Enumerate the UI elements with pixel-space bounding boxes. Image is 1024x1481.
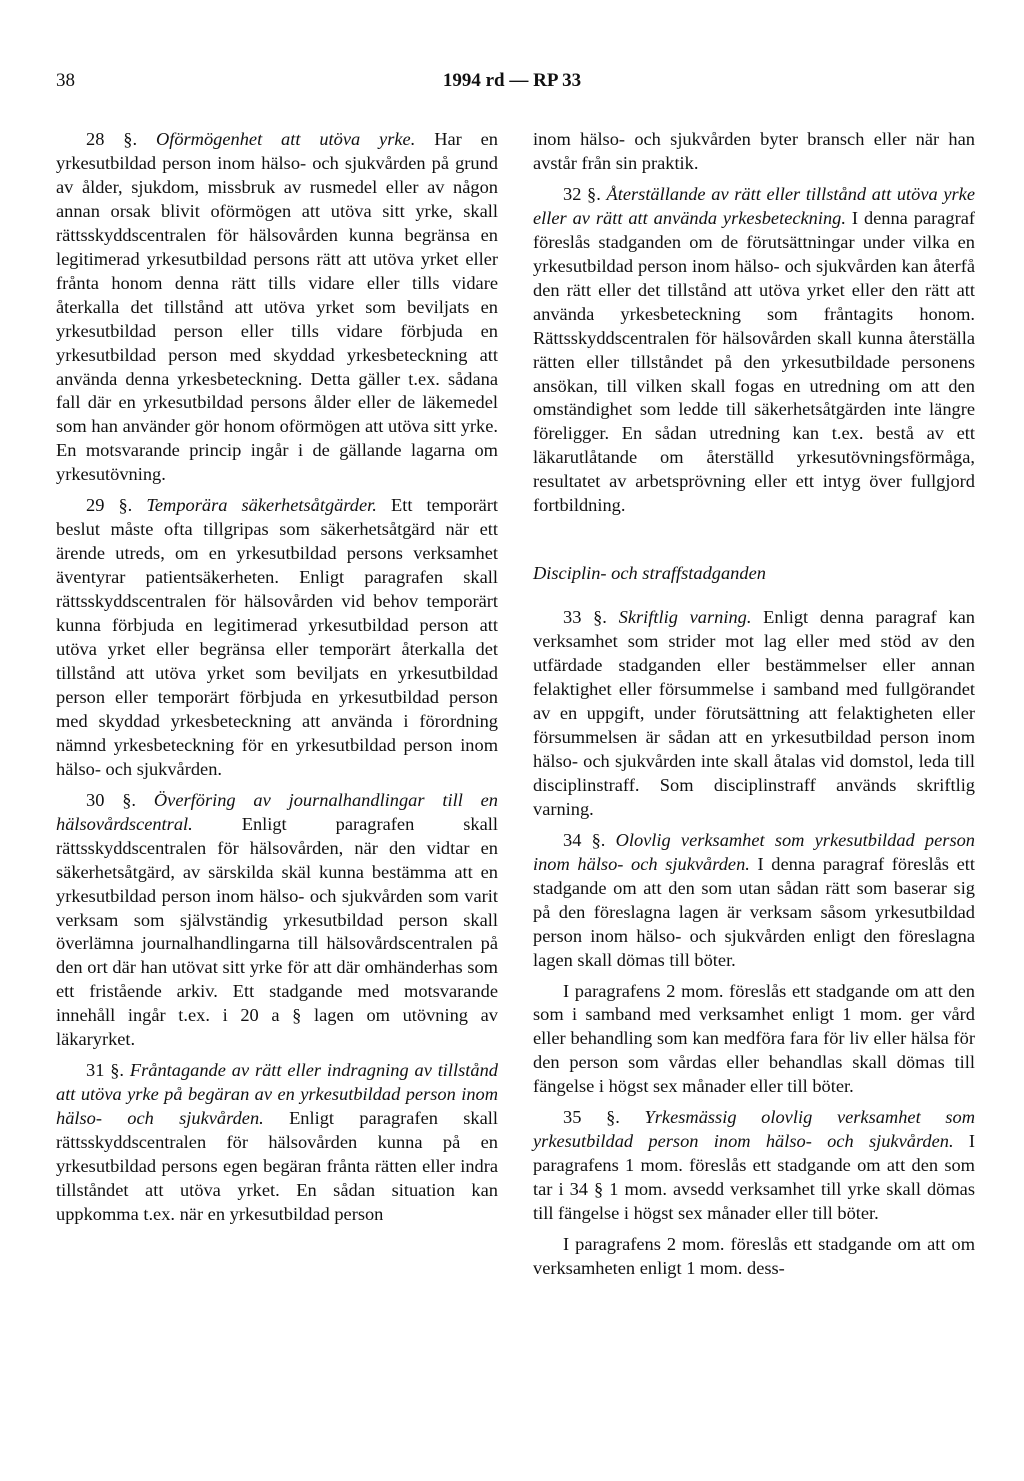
- continuation-text: inom hälso- och sjukvården byter bransch eller när han avstår från sin praktik.: [533, 129, 975, 173]
- left-column: [56, 128, 498, 1227]
- section-number: 28 §.: [86, 129, 138, 149]
- section-text: I paragrafens 1 mom. föreslås ett stadgande om att den som tar i 34 § 1 mom. avsedd verksamhet till yrke skall dömas till fängelse i högst sex månader eller till böter.: [533, 1131, 975, 1224]
- section-number: 32 §.: [563, 183, 601, 204]
- section-text: Enligt paragrafen skall rättsskyddscentralen för hälsovården, när den vidtar en säkerhetsåtgärd, av särskilda skäl kunna bestämma att en yrkesutbildad person inom hälso- och sjukvården som varit verksam som självständig yrkesutbildad person skall överlämna journalhandlingarna till hälsovårdscentralen på den ort där han utövat sitt yrke för att där omhänderhas som ett fristående arkiv. Ett stadgande med motsvarande innehåll ingår t.ex. i 20 a § lagen om utövning av läkaryrket.: [56, 813, 498, 1050]
- section-title: Fråntagande av rätt eller indragning av tillstånd att utöva yrke på begäran av en yrkesutbildad person inom hälso- och sjukvården.: [56, 1060, 498, 1129]
- section-title: Återställande av rätt eller tillstånd att utöva yrke eller av rätt att använda yrkesbeteckning.: [533, 183, 975, 228]
- section-34: [533, 829, 975, 973]
- section-31: [56, 1059, 498, 1227]
- section-text: Ett temporärt beslut måste ofta tillgripas som säkerhetsåtgärd när ett ärende utreds, om en yrkesutbildad persons verksamhet äventyrar patientsäkerheten. Enligt paragrafen skall rättsskyddscentralen för hälsovården vid behov temporärt kunna förbjuda en legitimerad yrkesutbildad person att utöva yrket eller begränsa eller temporärt återkalla det tillstånd att utöva yrket som beviljats en yrkesutbildad person eller temporärt förbjuda en yrkesutbildad person med skyddad yrkesbeteckning att använda i förordning nämnd yrkesbeteckning för en yrkesutbildad person inom hälso- och sjukvården.: [56, 495, 499, 779]
- page-header: [0, 70, 1024, 100]
- right-column: [533, 128, 975, 1281]
- section-number: 29 §.: [86, 495, 133, 516]
- section-title: Yrkesmässig olovlig verksamhet som yrkesutbildad person inom hälso- och sjukvården.: [533, 1107, 975, 1152]
- section-29: [56, 494, 498, 781]
- page-number: 38: [56, 70, 75, 91]
- section-title: Skriftlig varning.: [618, 607, 752, 628]
- section-title: Överföring av journalhandlingar till en hälsovårdscentral.: [56, 789, 499, 834]
- section-35: [533, 1106, 975, 1226]
- section-34-mom-2: I paragrafens 2 mom. föreslås ett stadgande om att den som i samband med verksamhet enligt 1 mom. ger vård eller behandling som kan medföra fara för liv eller hälsa för den person som vårdas eller behandlas skall dömas till fängelse i högst sex månader eller till böter.: [533, 980, 975, 1097]
- section-title: Olovlig verksamhet som yrkesutbildad person inom hälso- och sjukvården.: [533, 829, 975, 874]
- section-32: [533, 183, 975, 518]
- section-33: [533, 606, 975, 822]
- section-text: Enligt paragrafen skall rättsskyddscentralen för hälsovården kunna på en yrkesutbildad persons egen begäran frånta rätten eller indra tillståndet att utöva yrket. En sådan situation kan uppkomma t.ex. när en yrkesutbildad person: [56, 1108, 498, 1224]
- section-35-mom-2: I paragrafens 2 mom. föreslås ett stadgande om att om verksamheten enligt 1 mom. dess-: [533, 1234, 975, 1278]
- section-number: 34 §.: [563, 829, 606, 850]
- section-title: Oförmögenhet att utöva yrke.: [155, 129, 416, 149]
- section-number: 31 §.: [86, 1060, 125, 1081]
- section-number: 30 §.: [86, 789, 137, 810]
- section-text: Har en yrkesutbildad person inom hälso- och sjukvården på grund av ålder, sjukdom, missbruk av rusmedel eller av någon annan orsak blivit oförmögen att utöva sitt yrke, skall rättsskyddscentralen för hälsovården kunna begränsa en legitimerad yrkesutbildad persons rätt att utöva yrket eller frånta honom denna rätt tills vidare eller tills vidare återkalla det tillstånd att utöva yrket som beviljats en yrkesutbildad person eller tills vidare förbjuda en yrkesutbildad person med skyddad yrkesbeteckning att använda denna yrkesbeteckning. Detta gäller t.ex. sådana fall där en yrkesutbildad persons ålder eller de läkemedel som han använder gör honom oförmögen att utöva sitt yrke. En motsvarande princip ingår i de gällande lagarna om yrkesutövning.: [56, 129, 498, 485]
- section-text: I denna paragraf föreslås stadganden om de förutsättningar under vilka en yrkesutbildad person inom hälso- och sjukvården kan återfå den rätt eller det tillstånd att utöva yrket eller den rätt att använda yrkesbeteckning som fråntagits honom. Rättsskyddscentralen för hälsovården skall kunna återställa rätten eller tillståndet på den yrkesutbildade personens ansökan, till vilken skall fogas en utredning om att den omständighet som ledde till säkerhetsåtgärden inte längre föreligger. En sådan utredning kan t.ex. bestå av ett läkarutlåtande om återställd yrkesutövningsförmåga, resultatet av arbetsprövning eller ett intyg över fullgjord fortbildning.: [533, 207, 976, 516]
- running-title: 1994 rd — RP 33: [442, 70, 582, 91]
- section-text: Enligt denna paragraf kan verksamhet som strider mot lag eller med stöd av den utfärdade stadganden eller bestämmelser eller annan felaktighet eller försummelse i samband med fullgörandet av en uppgift, under förutsättning att felaktigheten eller försummelsen är sådan att en yrkesutbildad person inom hälso- och sjukvården inte skall åtalas vid domstol, leda till disciplinstraff. Som disciplinstraff används skriftlig varning.: [533, 607, 976, 819]
- subheading: Disciplin- och straffstadganden: [533, 563, 766, 584]
- section-30: [56, 789, 498, 1052]
- section-number: 33 §.: [563, 607, 607, 628]
- section-title: Temporära säkerhetsåtgärder.: [146, 495, 377, 516]
- section-28: [56, 128, 498, 487]
- section-number: 35 §.: [563, 1107, 620, 1128]
- section-text: I denna paragraf föreslås ett stadgande om att den som utan sådan rätt som baserar sig på den föreslagna lagen är verksam såsom yrkesutbildad person inom hälso- och sjukvården enligt den föreslagna lagen skall dömas till böter.: [533, 853, 975, 970]
